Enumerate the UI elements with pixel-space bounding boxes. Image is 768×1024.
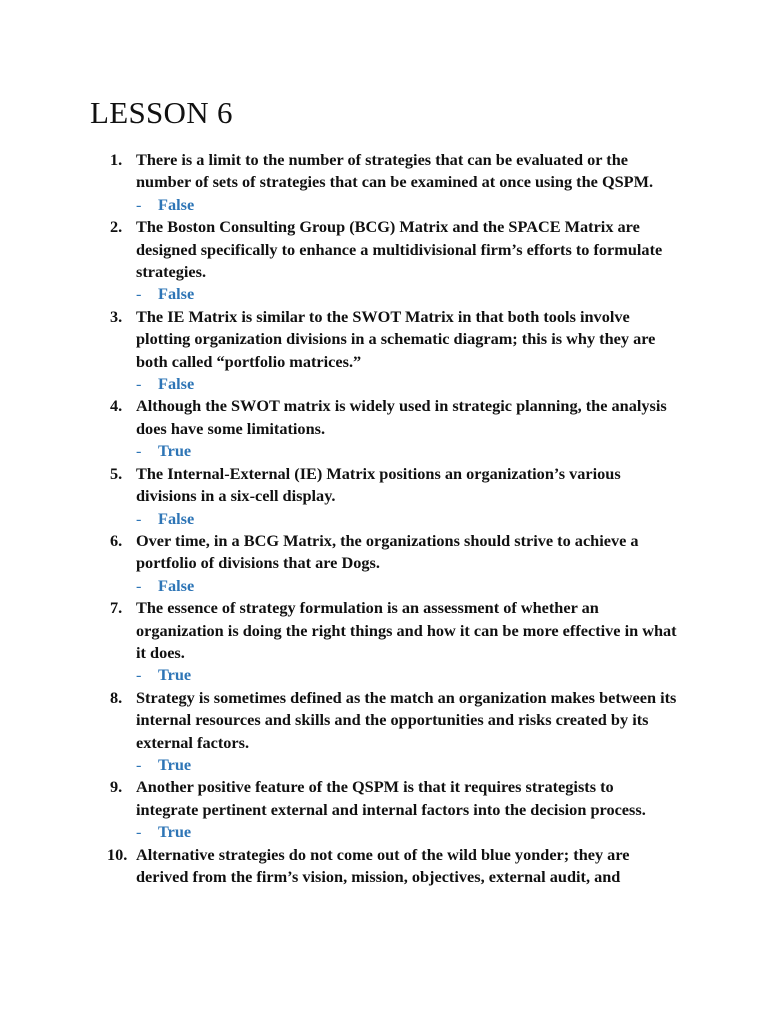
answer-text: False [158, 374, 195, 394]
question-number: 3. [110, 306, 123, 326]
answer-text: True [158, 441, 192, 461]
answer-dash: - [136, 441, 142, 461]
question-number: 7. [110, 598, 123, 618]
answer-line [136, 440, 680, 462]
question-text: Alternative strategies do not come out of the wild blue yonder; they are derived from the firm’s vision, mission, objectives, external audit, and [136, 844, 630, 886]
question-item [90, 687, 680, 777]
answer-line [136, 508, 680, 530]
question-item [90, 597, 680, 687]
question-item [90, 216, 680, 306]
question-number: 4. [110, 396, 123, 416]
question-number: 1. [110, 150, 123, 169]
answer-line [136, 194, 680, 216]
answer-line [136, 575, 680, 597]
answer-dash: - [136, 822, 142, 842]
question-item [90, 463, 680, 530]
answer-text: False [158, 575, 195, 595]
answer-text: True [158, 665, 192, 685]
question-item [90, 306, 680, 396]
answer-dash: - [136, 284, 142, 304]
answer-dash: - [136, 374, 142, 394]
answer-text: False [158, 194, 195, 214]
answer-line [136, 373, 680, 395]
question-number: 6. [110, 530, 123, 550]
answer-dash: - [136, 754, 142, 774]
lesson-title: LESSON 6 [90, 95, 233, 130]
question-text: The IE Matrix is similar to the SWOT Matrix in that both tools involve plotting organization divisions in a schematic diagram; this is why they are both called “portfolio matrices.” [136, 306, 656, 371]
question-text: There is a limit to the number of strategies that can be evaluated or the number of sets of strategies that can be examined at once using the QSPM. [136, 150, 654, 192]
question-number: 9. [110, 777, 123, 797]
answer-dash: - [136, 194, 142, 214]
answer-dash: - [136, 575, 142, 595]
answer-text: False [158, 508, 195, 528]
question-text: Over time, in a BCG Matrix, the organizations should strive to achieve a portfolio of divisions that are Dogs. [136, 530, 639, 573]
answer-text: False [158, 284, 195, 304]
answer-dash: - [136, 665, 142, 685]
answer-line [136, 283, 680, 305]
question-text: The Boston Consulting Group (BCG) Matrix and the SPACE Matrix are designed specifically to enhance a multidivisional firm’s efforts to formulate strategies. [136, 217, 663, 282]
answer-text: True [158, 754, 192, 774]
question-number: 5. [110, 463, 123, 483]
question-item [90, 395, 680, 462]
question-item [90, 530, 680, 597]
answer-line [136, 754, 680, 776]
question-number: 2. [110, 217, 123, 237]
question-number: 8. [110, 687, 123, 707]
question-item [90, 149, 680, 216]
answer-line [136, 821, 680, 843]
question-item [90, 776, 680, 843]
question-number: 10. [107, 844, 128, 864]
question-text: Strategy is sometimes defined as the match an organization makes between its internal resources and skills and the opportunities and risks created by its external factors. [136, 687, 677, 752]
question-text: Although the SWOT matrix is widely used in strategic planning, the analysis does have some limitations. [136, 396, 667, 438]
question-text: The Internal-External (IE) Matrix positions an organization’s various divisions in a six-cell display. [136, 463, 621, 506]
question-text: The essence of strategy formulation is an assessment of whether an organization is doing the right things and how it can be more effective in what it does. [136, 598, 677, 662]
answer-text: True [158, 822, 192, 842]
question-item [90, 844, 680, 889]
question-text: Another positive feature of the QSPM is that it requires strategists to integrate pertinent external and internal factors into the decision process. [136, 777, 646, 819]
question-list [90, 149, 688, 888]
answer-line [136, 664, 680, 686]
answer-dash: - [136, 508, 142, 528]
